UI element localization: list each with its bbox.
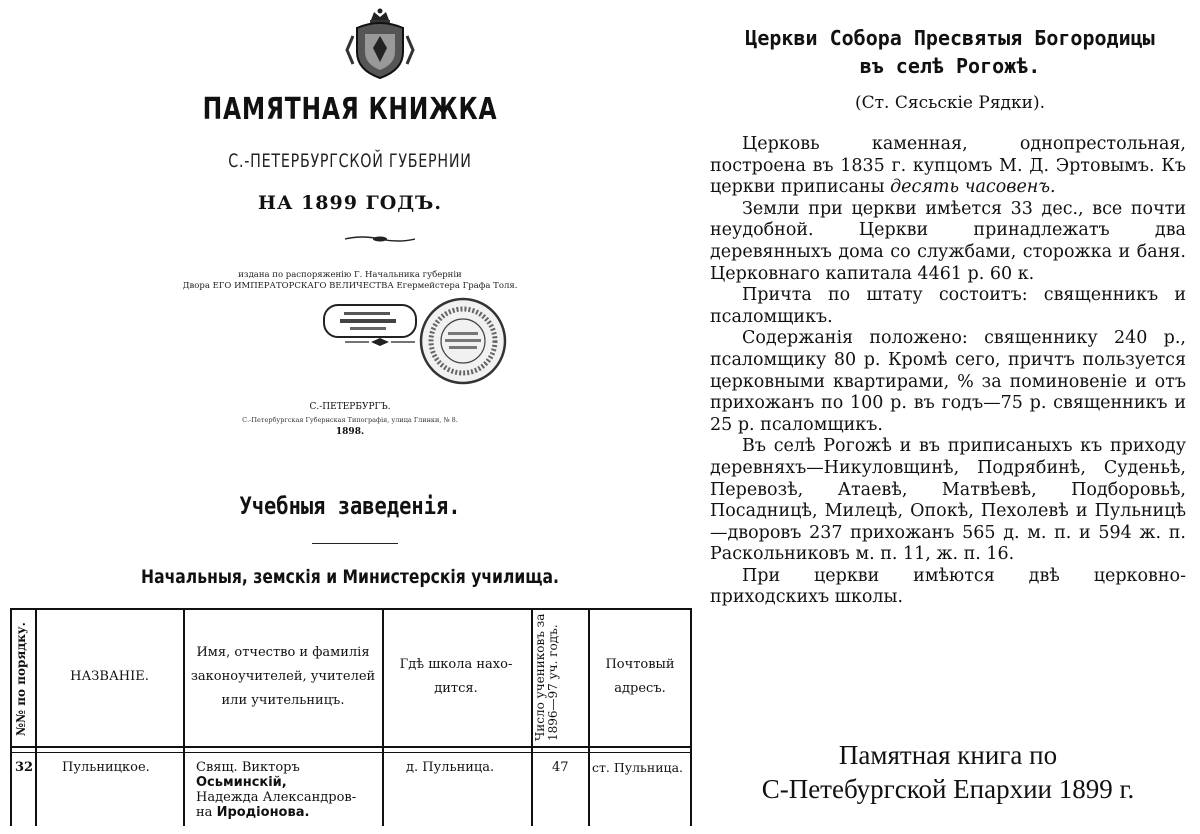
paragraph-2: Земли при церкви имѣется 33 дес., все почти неудобной. Церкви принадлежатъ два деревянныхъ дома со службами, сторожка и баня. Церковнаго капитала 4461 р. 60 к. bbox=[710, 198, 1186, 284]
printing-house: С.-Петербургская Губернская Типографія, улица Глинки, № 8. bbox=[242, 416, 458, 424]
teacher1-name: Свящ. Викторъ bbox=[196, 760, 300, 775]
header-teachers: Имя, отчество и фамилія законоучителей, учителей или учительницъ. bbox=[190, 645, 376, 708]
row-students: 47 bbox=[552, 760, 569, 775]
publisher-line-2: Двора ЕГО ИМПЕРАТОРСКАГО ВЕЛИЧЕСТВА Егермейстера Графа Толя. bbox=[182, 281, 518, 291]
row-school-name: Пульницкое. bbox=[62, 760, 150, 775]
publication-city: С.-ПЕТЕРБУРГЪ. bbox=[309, 402, 391, 412]
paragraph-3: Причта по штату состоитъ: священникъ и псаломщикъ. bbox=[710, 285, 1186, 327]
paragraph-5: Въ селѣ Рогожѣ и въ приписаныхъ къ приходу деревняхъ—Никуловщинѣ, Подрябинѣ, Суденьѣ, Перевозѣ, Атаевѣ, Матвѣевѣ, Подборовьѣ, Посадницѣ, Милецѣ, Опокѣ, Пехолевѣ и Пульницѣ—дворовъ 237 прихожанъ 565 д. м. п. и 594 ж. п. Раскольниковъ м. п. 11, ж. п. 16. bbox=[710, 436, 1186, 565]
section-subtitle: Начальныя, земскія и Министерскія училища. bbox=[141, 566, 559, 588]
header-students: Число учениковъ за 1896—97 уч. годъ. bbox=[533, 613, 560, 741]
row-teachers bbox=[196, 760, 380, 820]
header-location: Гдѣ школа нахо- дится. bbox=[399, 657, 513, 696]
round-seal-icon bbox=[418, 296, 508, 386]
col-rule bbox=[10, 608, 12, 826]
section-title: Учебныя заведенія. bbox=[239, 492, 461, 520]
paragraph-6: При церкви имѣются двѣ церковно-приходскихъ школы. bbox=[710, 565, 1186, 608]
row-address: ст. Пульница. bbox=[592, 760, 683, 775]
caption-line-1: Памятная книга по bbox=[838, 740, 1058, 770]
col-rule bbox=[183, 608, 185, 826]
header-address: Почтовый адресъ. bbox=[605, 657, 675, 696]
col-rule bbox=[690, 608, 692, 826]
paragraph-1 bbox=[710, 134, 1186, 199]
teacher2-name: Надежда Александров- bbox=[196, 790, 357, 805]
section-divider bbox=[312, 543, 398, 544]
library-stamp-icon bbox=[322, 303, 418, 339]
teacher2-surname: Иродіонова. bbox=[216, 805, 310, 820]
ornament-divider bbox=[345, 234, 415, 244]
teacher2-name-end: на bbox=[196, 805, 217, 820]
schools-table bbox=[10, 608, 691, 826]
paragraph-4: Содержанія положено: священнику 240 р., псаломщику 80 р. Кромѣ сего, причтъ пользуется церковными квартирами, % за поминовеніе и отъ прихожанъ по 100 р. въ годъ—75 р. священникъ и 25 р. псаломщикъ. bbox=[710, 328, 1186, 435]
caption-line-2: С-Петебургской Епархии 1899 г. bbox=[761, 774, 1135, 804]
col-rule bbox=[382, 608, 384, 826]
church-station: (Ст. Сясьскіе Рядки). bbox=[854, 93, 1046, 113]
church-title-line-2: въ селѣ Рогожѣ. bbox=[859, 54, 1041, 78]
church-entry bbox=[700, 0, 1200, 834]
publication-year: 1898. bbox=[335, 427, 365, 437]
church-description bbox=[710, 134, 1186, 609]
book-subtitle: С.-ПЕТЕРБУРГСКОЙ ГУБЕРНИИ bbox=[228, 150, 472, 172]
book-year: НА 1899 ГОДЪ. bbox=[258, 192, 442, 214]
paragraph-1-text: Церковь каменная, однопрестольная, построена въ 1835 г. купцомъ М. Д. Эртовымъ. Къ церкви приписаны bbox=[710, 134, 1186, 198]
row-location: д. Пульница. bbox=[406, 760, 495, 775]
book-main-title: ПАМЯТНАЯ КНИЖКА bbox=[202, 92, 498, 127]
coat-of-arms-emblem bbox=[345, 6, 415, 80]
ornament-divider-2 bbox=[345, 337, 415, 347]
row-number: 32 bbox=[15, 760, 34, 775]
teacher1-surname: Осьминскій, bbox=[196, 775, 287, 790]
publisher-line-1: издана по распоряженію Г. Начальника губерніи bbox=[238, 270, 462, 280]
header-name: НАЗВАНІЕ. bbox=[70, 669, 149, 684]
paragraph-1-italic: десять часовенъ. bbox=[890, 177, 1056, 198]
header-number: №№ по порядку. bbox=[14, 622, 28, 736]
publisher-note bbox=[0, 270, 700, 292]
church-title-line-1: Церкви Собора Пресвятыя Богородицы bbox=[745, 26, 1155, 50]
